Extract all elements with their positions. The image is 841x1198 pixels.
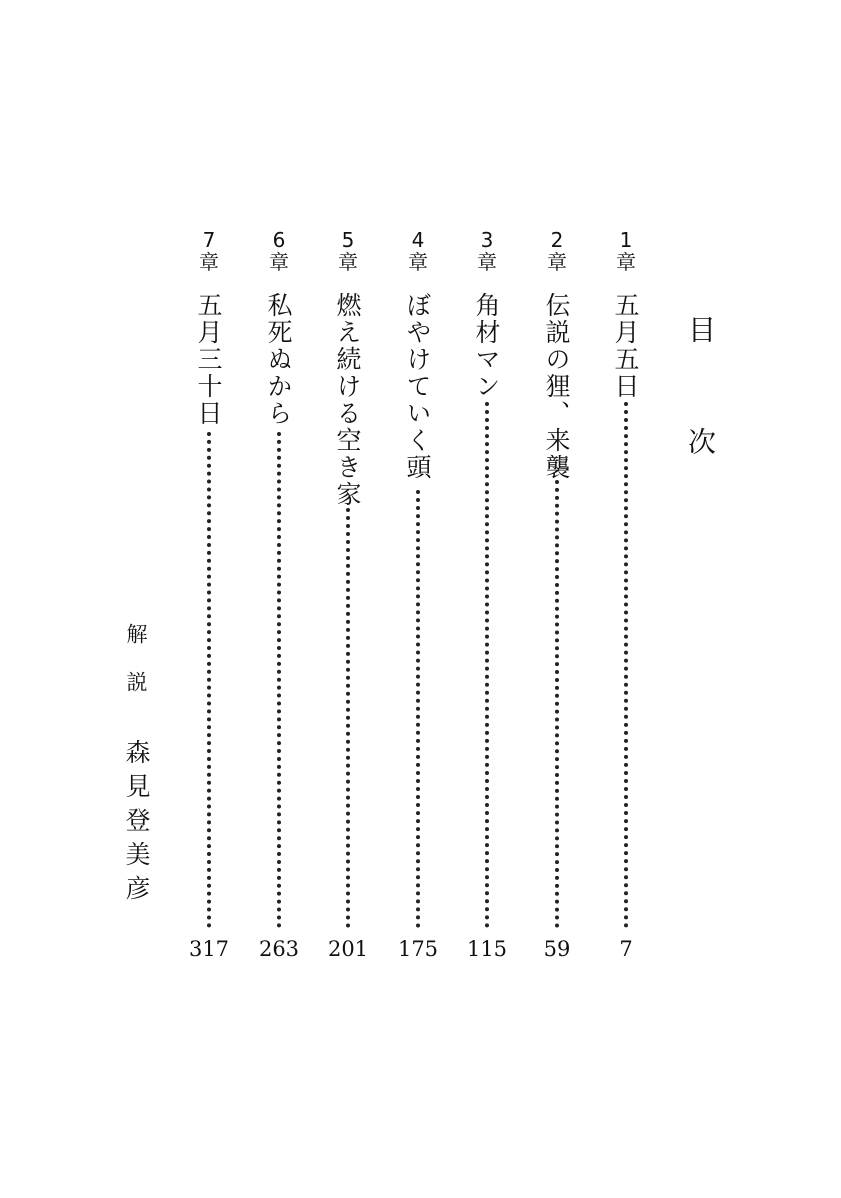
page-number-3[interactable]: 115 bbox=[466, 937, 508, 961]
dot-leader-2 bbox=[555, 480, 563, 928]
page-number-1[interactable]: 7 bbox=[619, 937, 633, 961]
chapter-number: 1 bbox=[619, 228, 633, 252]
dot-leader-5 bbox=[346, 508, 354, 928]
page-number-5[interactable]: 201 bbox=[327, 937, 369, 961]
chapter-number-1 bbox=[609, 229, 643, 273]
chapter-title-4[interactable]: ぼやけていく頭 bbox=[403, 292, 432, 481]
chapter-number-6 bbox=[262, 229, 296, 273]
chapter-word: 章 bbox=[199, 250, 219, 274]
chapter-title-6[interactable]: 私死ぬから bbox=[264, 292, 293, 427]
dot-leader-6 bbox=[277, 432, 285, 928]
chapter-word: 章 bbox=[547, 250, 567, 274]
chapter-number: 5 bbox=[341, 228, 355, 252]
chapter-word: 章 bbox=[408, 250, 428, 274]
chapter-title-1[interactable]: 五月五日 bbox=[611, 292, 640, 400]
dot-leader-7 bbox=[207, 432, 215, 928]
page-number-2[interactable]: 59 bbox=[543, 937, 571, 961]
chapter-word: 章 bbox=[477, 250, 497, 274]
chapter-number-4 bbox=[401, 229, 435, 273]
chapter-word: 章 bbox=[269, 250, 289, 274]
chapter-word: 章 bbox=[338, 250, 358, 274]
chapter-number: 3 bbox=[480, 228, 494, 252]
chapter-title-5[interactable]: 燃え続ける空き家 bbox=[333, 292, 362, 508]
page-number-6[interactable]: 263 bbox=[258, 937, 300, 961]
dot-leader-3 bbox=[485, 402, 493, 928]
chapter-number: 2 bbox=[550, 228, 564, 252]
page-number-4[interactable]: 175 bbox=[397, 937, 439, 961]
dot-leader-1 bbox=[624, 402, 632, 928]
chapter-word: 章 bbox=[616, 250, 636, 274]
page-number-7[interactable]: 317 bbox=[188, 937, 230, 961]
chapter-title-3[interactable]: 角材マン bbox=[472, 292, 501, 400]
chapter-number-3 bbox=[470, 229, 504, 273]
chapter-number-5 bbox=[331, 229, 365, 273]
commentary-author: 森見登美彦 bbox=[122, 739, 151, 909]
dot-leader-4 bbox=[416, 490, 424, 928]
chapter-number-2 bbox=[540, 229, 574, 273]
chapter-number: 7 bbox=[202, 228, 216, 252]
commentary-label[interactable]: 解説 bbox=[124, 623, 148, 719]
chapter-title-2[interactable]: 伝説の狸、来襲 bbox=[542, 292, 571, 481]
chapter-number: 6 bbox=[272, 228, 286, 252]
chapter-number-7 bbox=[192, 229, 226, 273]
toc-title: 目次 bbox=[684, 315, 717, 539]
chapter-number: 4 bbox=[411, 228, 425, 252]
chapter-title-7[interactable]: 五月三十日 bbox=[194, 292, 223, 427]
